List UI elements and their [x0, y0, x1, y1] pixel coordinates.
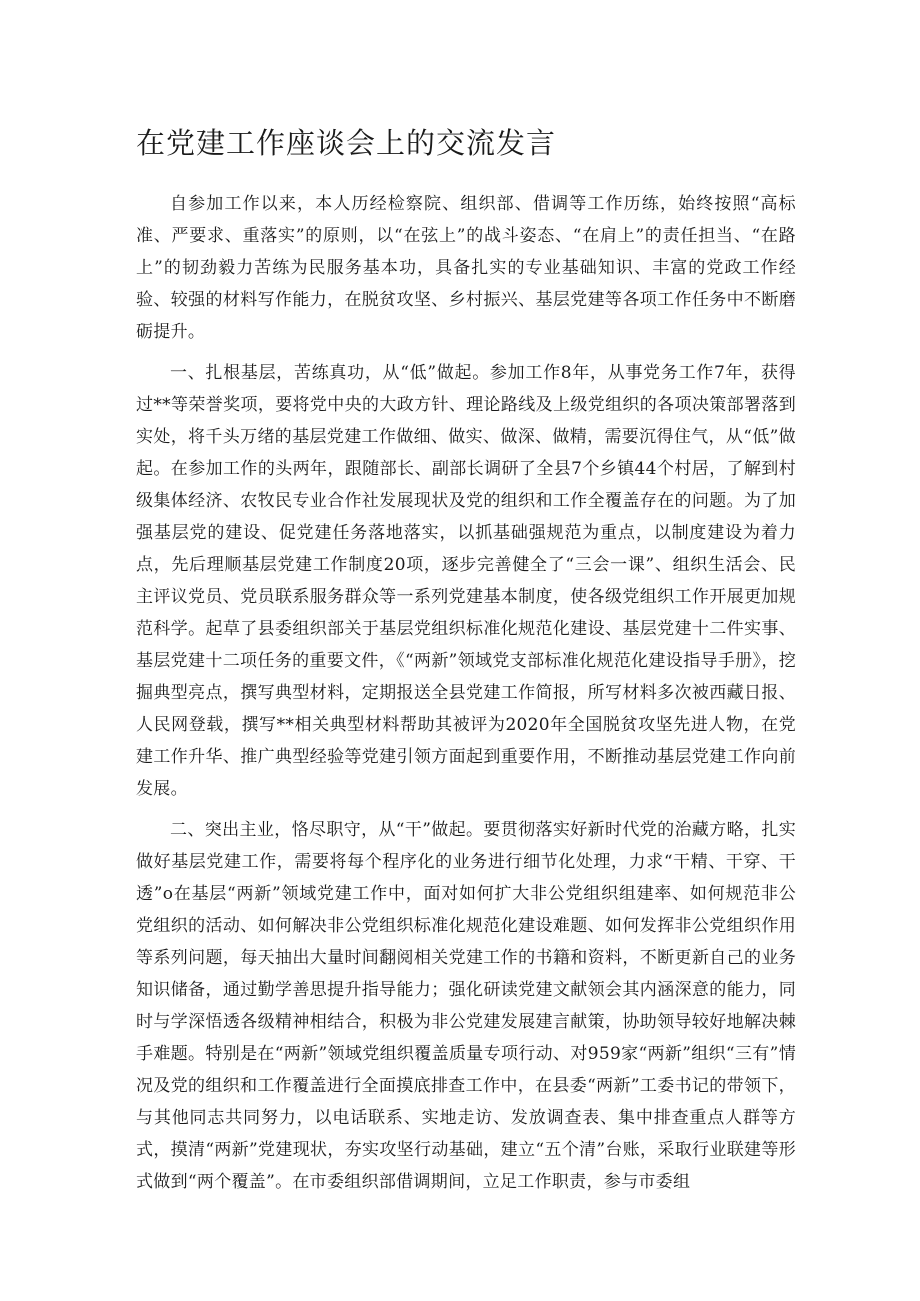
document-page [136, 122, 796, 1207]
paragraph-section-one: 一、扎根基层，苦练真功，从“低”做起。参加工作8年，从事党务工作7年，获得过**等荣誉奖项，要将党中央的大政方针、理论路线及上级党组织的各项决策部署落到实处，将千头万绪的基层党建工作做细、做实、做深、做精，需要沉得住气，从“低”做起。在参加工作的头两年，跟随部长、副部长调研了全县7个乡镇44个村居，了解到村级集体经济、农牧民专业合作社发展现状及党的组织和工作全覆盖存在的问题。为了加强基层党的建设、促党建任务落地落实，以抓基础强规范为重点，以制度建设为着力点，先后理顺基层党建工作制度20项，逐步完善健全了“三会一课”、组织生活会、民主评议党员、党员联系服务群众等一系列党建基本制度，使各级党组织工作开展更加规范科学。起草了县委组织部关于基层党组织标准化规范化建设、基层党建十二件实事、基层党建十二项任务的重要文件，《“两新”领域党支部标准化规范化建设指导手册》，挖掘典型亮点，撰写典型材料，定期报送全县党建工作简报，所写材料多次被西藏日报、人民网登载，撰写**相关典型材料帮助其被评为2020年全国脱贫攻坚先进人物，在党建工作升华、推广典型经验等党建引领方面起到重要作用，不断推动基层党建工作向前发展。 [136, 363, 796, 799]
paragraph-intro: 自参加工作以来，本人历经检察院、组织部、借调等工作历练，始终按照“高标准、严要求、重落实”的原则，以“在弦上”的战斗姿态、“在肩上”的责任担当、“在路上”的韧劲毅力苦练为民服务基本功，具备扎实的专业基础知识、丰富的党政工作经验、较强的材料写作能力，在脱贫攻坚、乡村振兴、基层党建等各项工作任务中不断磨砺提升。 [136, 194, 796, 342]
page-title: 在党建工作座谈会上的交流发言 [136, 126, 557, 160]
paragraph-section-two: 二、突出主业，恪尽职守，从“干”做起。要贯彻落实好新时代党的治藏方略，扎实做好基层党建工作，需要将每个程序化的业务进行细节化处理，力求“干精、干穿、干透”o在基层“两新”领域党建工作中，面对如何扩大非公党组织组建率、如何规范非公党组织的活动、如何解决非公党组织标准化规范化建设难题、如何发挥非公党组织作用等系列问题，每天抽出大量时间翻阅相关党建工作的书籍和资料，不断更新自己的业务知识储备，通过勤学善思提升指导能力；强化研读党建文献领会其内涵深意的能力，同时与学深悟透各级精神相结合，积极为非公党建发展建言献策，协助领导较好地解决棘手难题。特别是在“两新”领域党组织覆盖质量专项行动、对959家“两新”组织“三有”情况及党的组织和工作覆盖进行全面摸底排查工作中，在县委“两新”工委书记的带领下，与其他同志共同努力，以电话联系、实地走访、发放调查表、集中排查重点人群等方式，摸清“两新”党建现状，夯实攻坚行动基础，建立“五个清”台账，采取行业联建等形式做到“两个覆盖”。在市委组织部借调期间，立足工作职责，参与市委组 [136, 820, 796, 1192]
